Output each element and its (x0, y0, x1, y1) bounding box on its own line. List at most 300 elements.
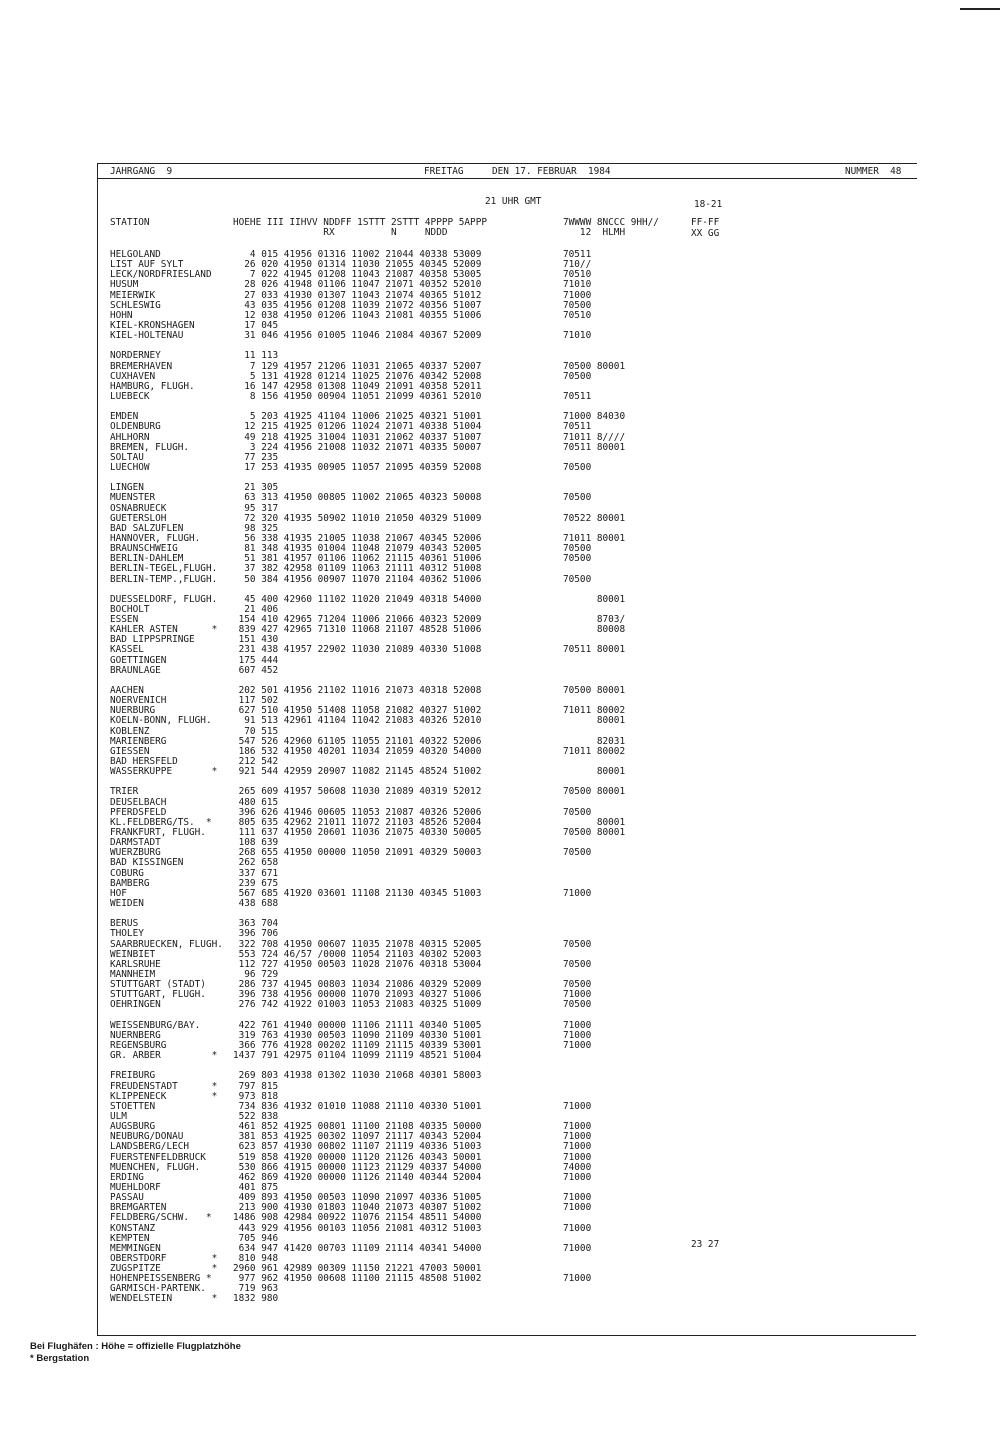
station-codes: 276 742 41922 01003 11053 21083 40325 51009 (233, 999, 482, 1011)
table-row (110, 656, 625, 666)
station-name: WENDELSTEIN * (110, 1293, 218, 1305)
station-name: MUENSTER (110, 492, 156, 504)
station-extra: 71000 (563, 1121, 592, 1133)
station-codes: 286 737 41945 00803 11034 21086 40329 52009 (233, 979, 482, 991)
station-name: GR. ARBER * (110, 1050, 218, 1062)
station-name: HOF (110, 887, 127, 899)
table-row (110, 1142, 625, 1152)
column-ff: FF-FF (691, 217, 720, 228)
station-name: MUENCHEN, FLUGH. (110, 1161, 201, 1173)
station-name: TRIER (110, 786, 139, 798)
station-extra: 70500 (563, 299, 592, 311)
station-codes: 70 515 (233, 725, 279, 737)
station-codes: 422 761 41940 00000 11106 21111 40340 51005 (233, 1019, 482, 1031)
station-name: FREUDENSTADT * (110, 1080, 218, 1092)
station-extra: 70511 (563, 390, 592, 402)
station-name: FRANKFURT, FLUGH. (110, 827, 206, 839)
station-codes: 8 156 41950 00904 11051 21099 40361 52010 (233, 390, 482, 402)
table-row (110, 341, 625, 351)
table-row (110, 595, 625, 605)
footnote-airport: Bei Flughäfen : Höhe = offizielle Flugplatzhöhe (30, 1341, 241, 1352)
station-name: WUERZBURG (110, 847, 161, 859)
station-name: NORDERNEY (110, 350, 161, 362)
station-name: DUESSELDORF, FLUGH. (110, 593, 218, 605)
station-extra: 71000 (563, 1039, 592, 1051)
station-name: STOETTEN (110, 1100, 156, 1112)
station-extra: 71011 80002 (563, 745, 626, 757)
station-name: BREMERHAVEN (110, 360, 173, 372)
station-extra: 70500 (563, 543, 592, 555)
station-codes: 921 544 42959 20907 11082 21145 48524 51002 (233, 766, 482, 778)
station-extra: 71011 80002 (563, 705, 626, 717)
table-row (110, 1213, 625, 1223)
station-name: MEMMINGEN (110, 1242, 161, 1254)
day-label: FREITAG (424, 166, 464, 177)
station-codes: 337 671 (233, 867, 279, 879)
station-codes: 81 348 41935 01004 11048 21079 40343 52005 (233, 543, 482, 555)
station-codes: 268 655 41950 00000 11050 21091 40329 50003 (233, 847, 482, 859)
station-extra: 8703/ (563, 614, 626, 626)
station-name: LIST AUF SYLT (110, 259, 184, 271)
station-name: BERLIN-DAHLEM (110, 553, 184, 565)
station-codes: 363 704 (233, 918, 279, 930)
station-name: LANDSBERG/LECH (110, 1141, 190, 1153)
table-row (110, 1051, 625, 1061)
station-name: NOERVENICH (110, 695, 167, 707)
station-extra: 710// (563, 259, 592, 271)
station-name: HELGOLAND (110, 249, 161, 260)
station-extra: 71000 (563, 1171, 592, 1183)
station-codes: 16 147 42958 01308 11049 21091 40358 52011 (233, 380, 482, 392)
station-extra: 70510 (563, 269, 592, 281)
station-name: NUERNBERG (110, 1029, 161, 1041)
station-extra: 71011 80001 (563, 532, 626, 544)
station-codes: 547 526 42960 61105 11055 21101 40322 52006 (233, 735, 482, 747)
station-name: HUSUM (110, 279, 139, 291)
station-extra: 71000 (563, 289, 592, 301)
station-extra: 71000 (563, 1100, 592, 1112)
station-codes: 77 235 (233, 451, 279, 463)
station-codes: 627 510 41950 51408 11058 21082 40327 51002 (233, 705, 482, 717)
table-row (110, 858, 625, 868)
station-name: SCHLESWIG (110, 299, 161, 311)
station-name: OBERSTDORF * (110, 1252, 218, 1264)
station-codes: 202 501 41956 21102 11016 21073 40318 52008 (233, 685, 482, 697)
station-extra: 70511 80001 (563, 644, 626, 656)
station-codes: 409 893 41950 00503 11090 21097 40336 51005 (233, 1192, 482, 1204)
station-name: BERUS (110, 918, 139, 930)
station-name: KAHLER ASTEN * (110, 624, 218, 636)
station-extra: 71000 (563, 1222, 592, 1234)
station-codes: 3 224 41956 21008 11032 21071 40335 50007 (233, 441, 482, 453)
table-row (110, 716, 625, 726)
station-name: HOHENPEISSENBERG * (110, 1273, 212, 1285)
station-codes: 839 427 42965 71310 11068 21107 48528 51006 (233, 624, 482, 636)
station-codes: 973 818 (233, 1090, 279, 1102)
table-row (110, 1173, 625, 1183)
station-extra: 70500 80001 (563, 685, 626, 697)
station-codes: 28 026 41948 01106 11047 21071 40352 52010 (233, 279, 482, 291)
table-row (110, 787, 625, 797)
station-codes: 1832 980 (233, 1293, 279, 1305)
station-codes: 7 129 41957 21206 11031 21065 40337 52007 (233, 360, 482, 372)
station-codes: 63 313 41950 00805 11002 21065 40323 50008 (233, 492, 482, 504)
table-row (110, 848, 625, 858)
station-name: KARLSRUHE (110, 958, 161, 970)
station-name: KLIPPENECK * (110, 1090, 218, 1102)
station-codes: 12 038 41950 01206 11043 21081 40355 51006 (233, 309, 482, 321)
station-name: KOBLENZ (110, 725, 150, 737)
station-codes: 212 542 (233, 756, 279, 768)
table-row (110, 443, 625, 453)
station-extra: 70500 (563, 492, 592, 504)
station-codes: 396 738 41956 00000 11070 21093 40327 51006 (233, 989, 482, 1001)
station-codes: 239 675 (233, 877, 279, 889)
station-codes: 443 929 41956 00103 11056 21081 40312 51003 (233, 1222, 482, 1234)
table-row (110, 889, 625, 899)
station-name: WASSERKUPPE * (110, 766, 218, 778)
station-extra: 71011 8//// (563, 431, 626, 443)
station-extra: 80001 (563, 766, 626, 778)
station-name: LECK/NORDFRIESLAND (110, 269, 212, 281)
table-row (110, 767, 625, 777)
station-extra: 70511 80001 (563, 441, 626, 453)
station-name: FELDBERG/SCHW. * (110, 1212, 212, 1224)
table-row (110, 645, 625, 655)
station-name: BAD HERSFELD (110, 756, 178, 768)
station-extra: 70500 (563, 553, 592, 565)
station-name: GIESSEN (110, 745, 150, 757)
station-extra: 70500 80001 (563, 827, 626, 839)
station-codes: 117 502 (233, 695, 279, 707)
station-extra: 82031 (563, 735, 626, 747)
station-name: DEUSELBACH (110, 796, 167, 808)
station-extra: 70500 (563, 979, 592, 991)
column-codes: HOEHE III IIHVV NDDFF 1STTT 2STTT 4PPPP 5APPP (233, 217, 487, 228)
table-row (110, 1294, 625, 1304)
station-extra: 71000 (563, 1131, 592, 1143)
station-name: THOLEY (110, 928, 144, 940)
station-extra: 70500 (563, 573, 592, 585)
station-name: NUERBURG (110, 705, 156, 717)
station-name: LUECHOW (110, 461, 150, 473)
station-extra: 71000 (563, 887, 592, 899)
station-name: KASSEL (110, 644, 144, 656)
table-row (110, 473, 625, 483)
station-name: SAARBRUECKEN, FLUGH. (110, 938, 223, 950)
station-name: FUERSTENFELDBRUCK (110, 1151, 206, 1163)
station-codes: 96 729 (233, 968, 279, 980)
station-extra: 70500 (563, 461, 592, 473)
column-extra: 7WWWW 8NCCC 9HH// (563, 217, 659, 228)
station-name: ZUGSPITZE * (110, 1263, 218, 1275)
station-codes: 21 406 (233, 603, 279, 615)
station-codes: 21 305 (233, 482, 279, 494)
station-name: KL.FELDBERG/TS. * (110, 816, 212, 828)
station-codes: 95 317 (233, 502, 279, 514)
station-name: REGENSBURG (110, 1039, 167, 1051)
station-codes: 319 763 41930 00503 11090 21109 40330 51001 (233, 1029, 482, 1041)
table-row (110, 828, 625, 838)
station-extra: 70500 (563, 938, 592, 950)
station-codes: 112 727 41950 00503 11028 21076 40318 53004 (233, 958, 482, 970)
station-codes: 43 035 41956 01208 11039 21072 40356 51007 (233, 299, 482, 311)
table-row (110, 686, 625, 696)
station-extra: 70511 (563, 421, 592, 433)
table-row (110, 493, 625, 503)
station-codes: 322 708 41950 00607 11035 21078 40315 52005 (233, 938, 482, 950)
station-codes: 31 046 41956 01005 11046 21084 40367 52009 (233, 330, 482, 342)
station-extra: 71000 (563, 1019, 592, 1031)
station-name: KIEL-HOLTENAU (110, 330, 184, 342)
issue-number: NUMMER 48 (845, 166, 902, 177)
station-codes: 797 815 (233, 1080, 279, 1092)
station-codes: 269 803 41938 01302 11030 21068 40301 58003 (233, 1070, 482, 1082)
station-codes: 111 637 41950 20601 11036 21075 40330 50005 (233, 827, 482, 839)
station-codes: 27 033 41930 01307 11043 21074 40365 51012 (233, 289, 482, 301)
station-extra: 71000 (563, 1151, 592, 1163)
table-row (110, 463, 625, 473)
station-name: STUTTGART, FLUGH. (110, 989, 206, 1001)
station-name: GOETTINGEN (110, 654, 167, 666)
station-codes: 108 639 (233, 837, 279, 849)
table-row (110, 1071, 625, 1081)
station-extra: 70500 (563, 806, 592, 818)
column-ff-sub: XX GG (691, 228, 720, 239)
table-row (110, 392, 625, 402)
station-codes: 1486 908 42984 00922 11076 21154 48511 54000 (233, 1212, 482, 1224)
station-codes: 231 438 41957 22902 11030 21089 40330 51008 (233, 644, 482, 656)
observation-time: 21 UHR GMT (485, 196, 542, 207)
station-codes: 810 948 (233, 1252, 279, 1264)
station-name: KEMPTEN (110, 1232, 150, 1244)
station-extra: 70522 80001 (563, 512, 626, 524)
station-extra: 71000 (563, 1192, 592, 1204)
station-codes: 396 706 (233, 928, 279, 940)
station-codes: 461 852 41925 00801 11100 21108 40335 50000 (233, 1121, 482, 1133)
table-row (110, 1102, 625, 1112)
column-station: STATION (110, 217, 150, 228)
station-name: GARMISCH-PARTENK. (110, 1283, 206, 1295)
station-codes: 11 113 (233, 350, 279, 362)
station-name: GUETERSLOH (110, 512, 167, 524)
station-codes: 12 215 41925 01206 11024 21071 40338 51004 (233, 421, 482, 433)
header-rule-bottom (97, 178, 917, 179)
table-row (110, 919, 625, 929)
station-name: ULM (110, 1110, 127, 1122)
top-edge-line (960, 8, 1000, 10)
station-name: BAD SALZUFLEN (110, 522, 184, 534)
station-extra: 71000 84030 (563, 411, 626, 423)
station-name: OEHRINGEN (110, 999, 161, 1011)
side-note: 23 27 (691, 1239, 720, 1250)
station-name: SOLTAU (110, 451, 144, 463)
station-codes: 480 615 (233, 796, 279, 808)
station-name: HAMBURG, FLUGH. (110, 380, 195, 392)
jahrgang-label: JAHRGANG 9 (110, 166, 173, 177)
station-name: HOHN (110, 309, 133, 321)
station-codes: 151 430 (233, 634, 279, 646)
table-row (110, 331, 625, 341)
station-extra: 70500 80001 (563, 786, 626, 798)
station-codes: 607 452 (233, 664, 279, 676)
station-extra: 71010 (563, 330, 592, 342)
station-codes: 4 015 41956 01316 11002 21044 40338 53009 (233, 249, 482, 260)
station-name: PASSAU (110, 1192, 144, 1204)
station-codes: 265 609 41957 50608 11030 21089 40319 52012 (233, 786, 482, 798)
station-name: BOCHOLT (110, 603, 150, 615)
station-name: AHLHORN (110, 431, 150, 443)
station-extra: 70500 (563, 958, 592, 970)
station-name: STUTTGART (STADT) (110, 979, 206, 991)
table-row (110, 869, 625, 879)
station-name: KOELN-BONN, FLUGH. (110, 715, 212, 727)
station-codes: 51 381 41957 01106 11062 21115 40361 51006 (233, 553, 482, 565)
table-row (110, 1224, 625, 1234)
station-codes: 2960 961 42989 00309 11150 21221 47003 50001 (233, 1263, 482, 1275)
station-name: BAD KISSINGEN (110, 857, 184, 869)
station-name: AACHEN (110, 685, 144, 697)
station-name: EMDEN (110, 411, 139, 423)
station-name: BREMEN, FLUGH. (110, 441, 190, 453)
station-codes: 175 444 (233, 654, 279, 666)
station-codes: 5 131 41928 01214 11025 21076 40342 52008 (233, 370, 482, 382)
station-name: HANNOVER, FLUGH. (110, 532, 201, 544)
table-row (110, 666, 625, 676)
station-codes: 213 900 41930 01803 11040 21073 40307 51002 (233, 1202, 482, 1214)
station-name: PFERDSFELD (110, 806, 167, 818)
station-codes: 56 338 41935 21005 11038 21067 40345 52006 (233, 532, 482, 544)
station-name: BRAUNSCHWEIG (110, 543, 178, 555)
station-codes: 5 203 41925 41104 11006 21025 40321 51001 (233, 411, 482, 423)
station-codes: 634 947 41420 00703 11109 21114 40341 54000 (233, 1242, 482, 1254)
station-name: MANNHEIM (110, 968, 156, 980)
station-codes: 462 869 41920 00000 11126 21140 40344 52004 (233, 1171, 482, 1183)
station-name: OLDENBURG (110, 421, 161, 433)
station-name: BAD LIPPSPRINGE (110, 634, 195, 646)
station-name: KIEL-KRONSHAGEN (110, 319, 195, 331)
station-codes: 186 532 41950 40201 11034 21059 40320 54000 (233, 745, 482, 757)
station-name: CUXHAVEN (110, 370, 156, 382)
station-codes: 91 513 42961 41104 11042 21083 40326 52010 (233, 715, 482, 727)
column-extra-sub: 12 HLMH (563, 227, 626, 238)
station-codes: 45 400 42960 11102 11020 21049 40318 54000 (233, 593, 482, 605)
station-name: BERLIN-TEMP.,FLUGH. (110, 573, 218, 585)
station-name: BREMGARTEN (110, 1202, 167, 1214)
station-codes: 262 658 (233, 857, 279, 869)
table-row (110, 1000, 625, 1010)
station-codes: 401 875 (233, 1181, 279, 1193)
station-codes: 522 838 (233, 1110, 279, 1122)
station-codes: 734 836 41932 01010 11088 21110 40330 51001 (233, 1100, 482, 1112)
station-extra: 80001 (563, 715, 626, 727)
station-codes: 72 320 41935 50902 11010 21050 40329 51009 (233, 512, 482, 524)
station-name: OSNABRUECK (110, 502, 167, 514)
station-codes: 17 045 (233, 319, 279, 331)
table-row (110, 564, 625, 574)
station-extra: 70510 (563, 309, 592, 321)
station-name: AUGSBURG (110, 1121, 156, 1133)
station-name: WEISSENBURG/BAY. (110, 1019, 201, 1031)
table-row (110, 575, 625, 585)
station-codes: 381 853 41925 00302 11097 21117 40343 52004 (233, 1131, 482, 1143)
station-codes: 154 410 42965 71204 11006 21066 40323 52009 (233, 614, 482, 626)
station-codes: 977 962 41950 00608 11100 21115 48508 51002 (233, 1273, 482, 1285)
station-name: ESSEN (110, 614, 139, 626)
station-name: ERDING (110, 1171, 144, 1183)
station-name: KONSTANZ (110, 1222, 156, 1234)
station-extra: 70500 (563, 847, 592, 859)
station-codes: 396 626 41946 00605 11053 21087 40326 52006 (233, 806, 482, 818)
station-codes: 553 724 46/57 /0000 11054 21103 40302 52003 (233, 948, 482, 960)
header-rule-top (97, 163, 917, 164)
station-name: LINGEN (110, 482, 144, 494)
station-codes: 623 857 41930 00802 11107 21119 40336 51003 (233, 1141, 482, 1153)
station-name: BRAUNLAGE (110, 664, 161, 676)
station-name: BAMBERG (110, 877, 150, 889)
period-label: 18-21 (694, 199, 723, 210)
station-codes: 366 776 41928 00202 11109 21115 40339 53001 (233, 1039, 482, 1051)
station-codes: 805 635 42962 21011 11072 21103 48526 52004 (233, 816, 482, 828)
station-name: DARMSTADT (110, 837, 161, 849)
station-name: FREIBURG (110, 1070, 156, 1082)
table-row (110, 899, 625, 909)
station-name: MEIERWIK (110, 289, 156, 301)
column-codes-sub: RX N NDDD (233, 227, 448, 238)
station-extra: 71000 (563, 1273, 592, 1285)
station-extra: 80001 (563, 816, 626, 828)
station-extra: 71010 (563, 279, 592, 291)
station-extra: 74000 (563, 1161, 592, 1173)
station-codes: 438 688 (233, 898, 279, 909)
date-label: DEN 17. FEBRUAR 1984 (492, 166, 611, 177)
table-row (110, 747, 625, 757)
station-codes: 1437 791 42975 01104 11099 21119 48521 51004 (233, 1050, 482, 1062)
station-codes: 567 685 41920 03601 11108 21130 40345 51003 (233, 887, 482, 899)
station-name: NEUBURG/DONAU (110, 1131, 184, 1143)
station-codes: 50 384 41956 00907 11070 21104 40362 51006 (233, 573, 482, 585)
station-extra: 71000 (563, 1029, 592, 1041)
station-extra: 70500 (563, 370, 592, 382)
station-name: MUEHLDORF (110, 1181, 161, 1193)
station-codes: 17 253 41935 00905 11057 21095 40359 52008 (233, 461, 482, 473)
footnote-mountain: * Bergstation (30, 1353, 90, 1364)
station-name: WEINBIET (110, 948, 156, 960)
station-codes: 519 858 41920 00000 11120 21126 40343 50001 (233, 1151, 482, 1163)
station-codes: 719 963 (233, 1283, 279, 1295)
station-name: LUEBECK (110, 390, 150, 402)
station-name: COBURG (110, 867, 144, 879)
station-table (110, 250, 625, 1305)
station-extra: 70500 80001 (563, 360, 626, 372)
table-row (110, 514, 625, 524)
station-extra: 71000 (563, 1202, 592, 1214)
station-codes: 530 866 41915 00000 11123 21129 40337 54000 (233, 1161, 482, 1173)
station-extra: 71000 (563, 1141, 592, 1153)
station-name: MARIENBERG (110, 735, 167, 747)
station-extra: 71000 (563, 989, 592, 1001)
station-extra: 70511 (563, 249, 592, 260)
station-extra: 71000 (563, 1242, 592, 1254)
table-row (110, 909, 625, 919)
station-name: BERLIN-TEGEL,FLUGH. (110, 563, 218, 575)
station-codes: 49 218 41925 31004 11031 21062 40337 51007 (233, 431, 482, 443)
station-name: WEIDEN (110, 898, 144, 909)
station-codes: 98 325 (233, 522, 279, 534)
station-extra: 80008 (563, 624, 626, 636)
station-codes: 37 382 42958 01109 11063 21111 40312 51008 (233, 563, 482, 575)
station-extra: 80001 (563, 593, 626, 605)
